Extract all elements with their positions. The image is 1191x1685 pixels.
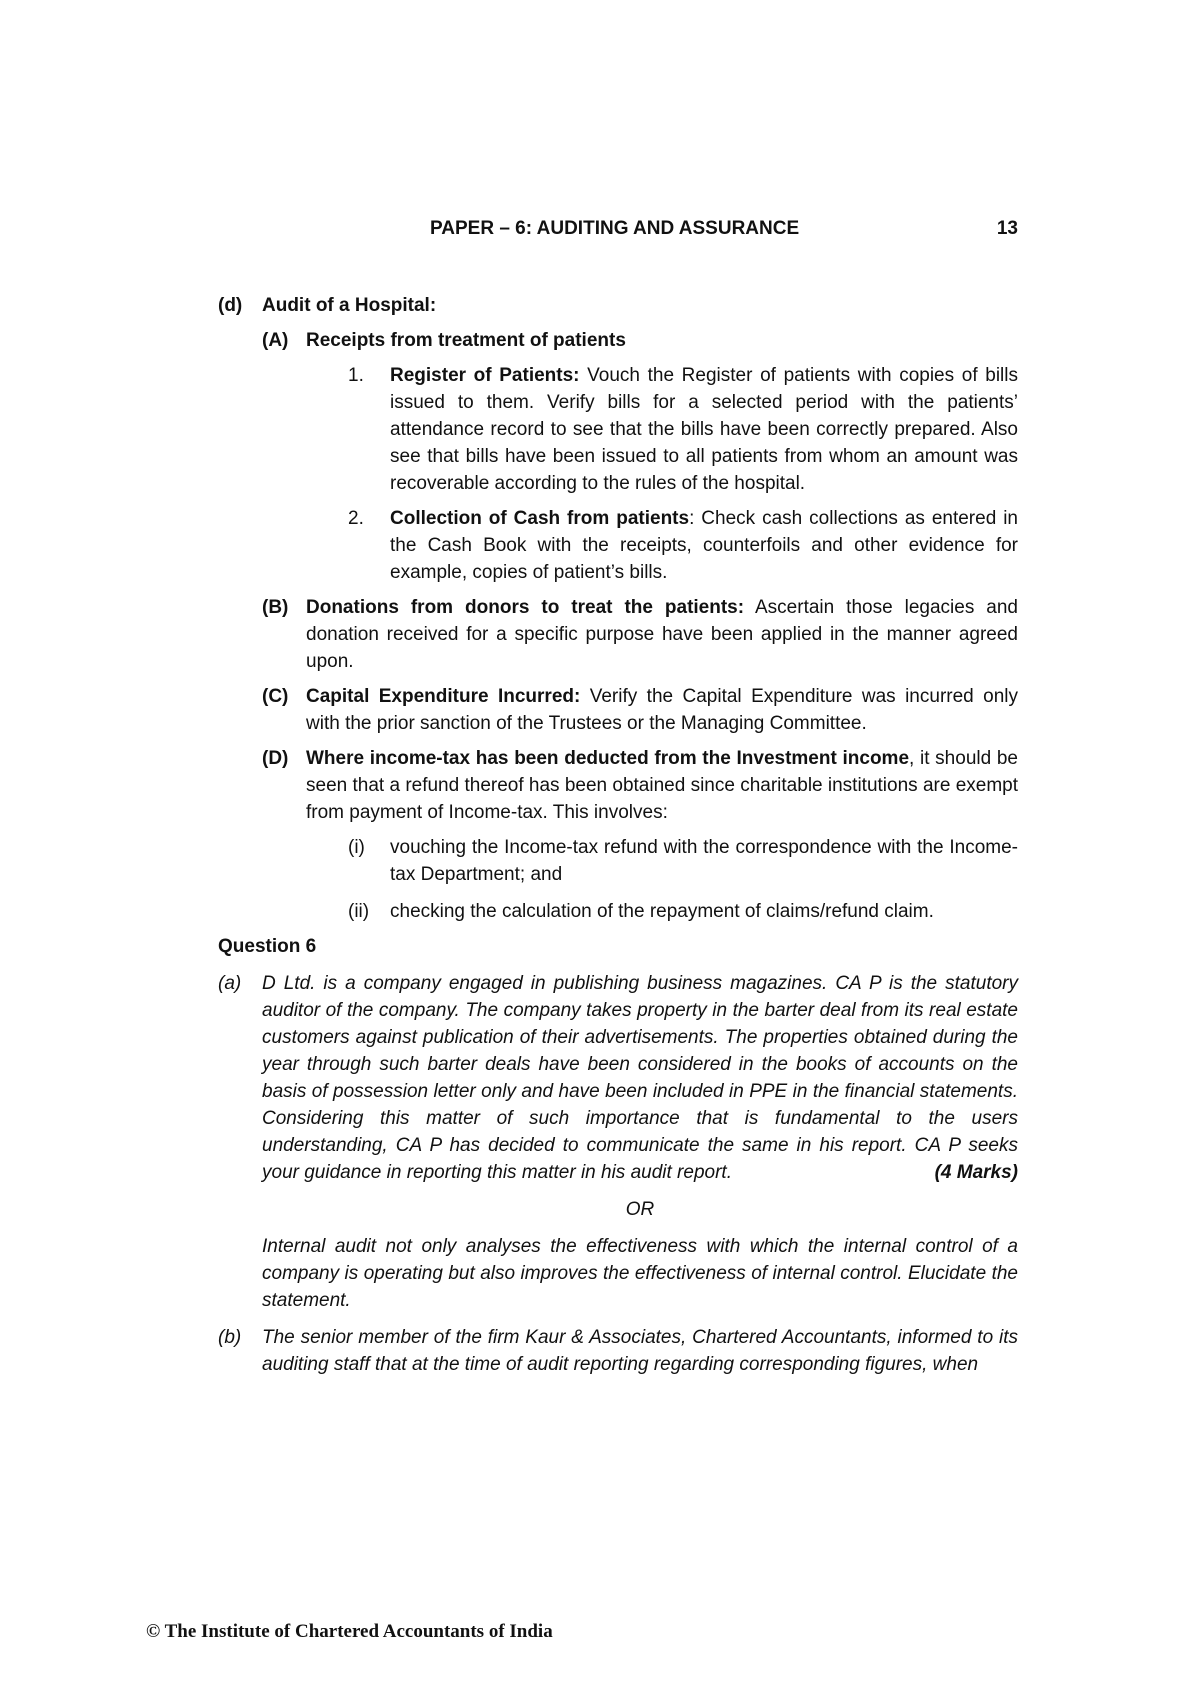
subsection-c-heading: Capital Expenditure Incurred: — [306, 686, 581, 707]
subsection-a-title: Receipts from treatment of patients — [306, 330, 626, 351]
list-item — [348, 505, 1018, 586]
copyright-footer: © The Institute of Chartered Accountants of India — [146, 1621, 553, 1642]
question-a-text — [218, 970, 1018, 1186]
paper-title: PAPER – 6: AUDITING AND ASSURANCE — [430, 218, 800, 239]
list-item-body: : Check cash collections as entered in the Cash Book with the receipts, counterfoils and other evidence for example, copies of patient’s bills. — [390, 508, 1018, 583]
question-b-text: The senior member of the firm Kaur & Associates, Chartered Accountants, informed to its auditing staff that at the time of audit reporting regarding corresponding figures, when — [262, 1327, 1018, 1375]
list-item-number: 2. — [348, 508, 364, 529]
subsection-d-label: (D) — [262, 748, 289, 769]
subsection-d-heading: Where income-tax has been deducted from the Investment income — [306, 748, 910, 769]
list-item — [348, 362, 1018, 497]
question-a-alt-text: Internal audit not only analyses the effectiveness with which the internal control of a company is operating but also improves the effectiveness of internal control. Elucidate the statement. — [262, 1236, 1018, 1311]
subsection-c-label: (C) — [262, 686, 289, 707]
subsection-c — [262, 683, 1018, 737]
marks-label: (4 Marks) — [934, 1162, 1018, 1183]
list-item-text — [348, 362, 1018, 497]
section-d-label: (d) — [218, 295, 243, 316]
question-part-b — [218, 1324, 1018, 1378]
question-a-label: (a) — [218, 973, 242, 994]
subsection-c-body: Verify the Capital Expenditure was incurred only with the prior sanction of the Trustees or the Managing Committee. — [306, 686, 1019, 734]
section-d-title: Audit of a Hospital: — [262, 295, 437, 316]
list-item-heading: Register of Patients: — [390, 365, 580, 386]
question-b-label: (b) — [218, 1327, 242, 1348]
subsection-b-heading: Donations from donors to treat the patients: — [306, 597, 745, 618]
list-item-body: Vouch the Register of patients with copies of bills issued to them. Verify bills for a selected period with the patients’ attendance record to see that the bills have been correctly prepared. Also see that bills have been issued to all patients from whom an amount was recoverable according to the rules of the hospital. — [390, 365, 1018, 494]
question-part-a — [218, 970, 1018, 1186]
list-item-text: checking the calculation of the repayment of claims/refund claim. — [390, 901, 934, 922]
list-item — [348, 898, 1018, 925]
list-item-number: 1. — [348, 365, 364, 386]
list-item-text — [348, 505, 1018, 586]
list-item-heading: Collection of Cash from patients — [390, 508, 690, 529]
subsection-b-body: Ascertain those legacies and donation received for a specific purpose have been applied in the manner agreed upon. — [306, 597, 1018, 672]
list-item — [348, 834, 1018, 888]
or-separator: OR — [625, 1199, 655, 1220]
subsection-b — [262, 594, 1018, 675]
section-d-heading — [218, 292, 1018, 319]
subsection-a — [262, 327, 1018, 354]
subsection-d — [262, 745, 1018, 826]
subsection-b-text — [262, 594, 1018, 675]
list-item-text: vouching the Income-tax refund with the correspondence with the Income-tax Department; and — [390, 837, 1018, 885]
question-a-body: D Ltd. is a company engaged in publishing business magazines. CA P is the statutory auditor of the company. The company takes property in the barter deal from its real estate customers against publication of their advertisements. The properties obtained during the year through such barter deals have been considered in the books of accounts on the basis of possession letter only and have been included in PPE in the financial statements. Considering this matter of such importance that is fundamental to the users understanding, CA P has decided to communicate the same in his report. CA P seeks your guidance in reporting this matter in his audit report. — [262, 973, 1018, 1183]
subsection-d-text — [262, 745, 1018, 826]
page-number: 13 — [996, 218, 1018, 239]
question-title: Question 6 — [218, 936, 317, 957]
subsection-a-label: (A) — [262, 330, 289, 351]
subsection-b-label: (B) — [262, 597, 289, 618]
page-content — [218, 292, 1018, 1378]
question-part-a-alternative — [218, 1233, 1018, 1314]
list-item-number: (i) — [348, 837, 365, 858]
subsection-c-text — [262, 683, 1018, 737]
subsection-d-body: , it should be seen that a refund thereof has been obtained since charitable institutions are exempt from payment of Income-tax. This involves: — [306, 748, 1018, 823]
list-item-number: (ii) — [348, 901, 370, 922]
